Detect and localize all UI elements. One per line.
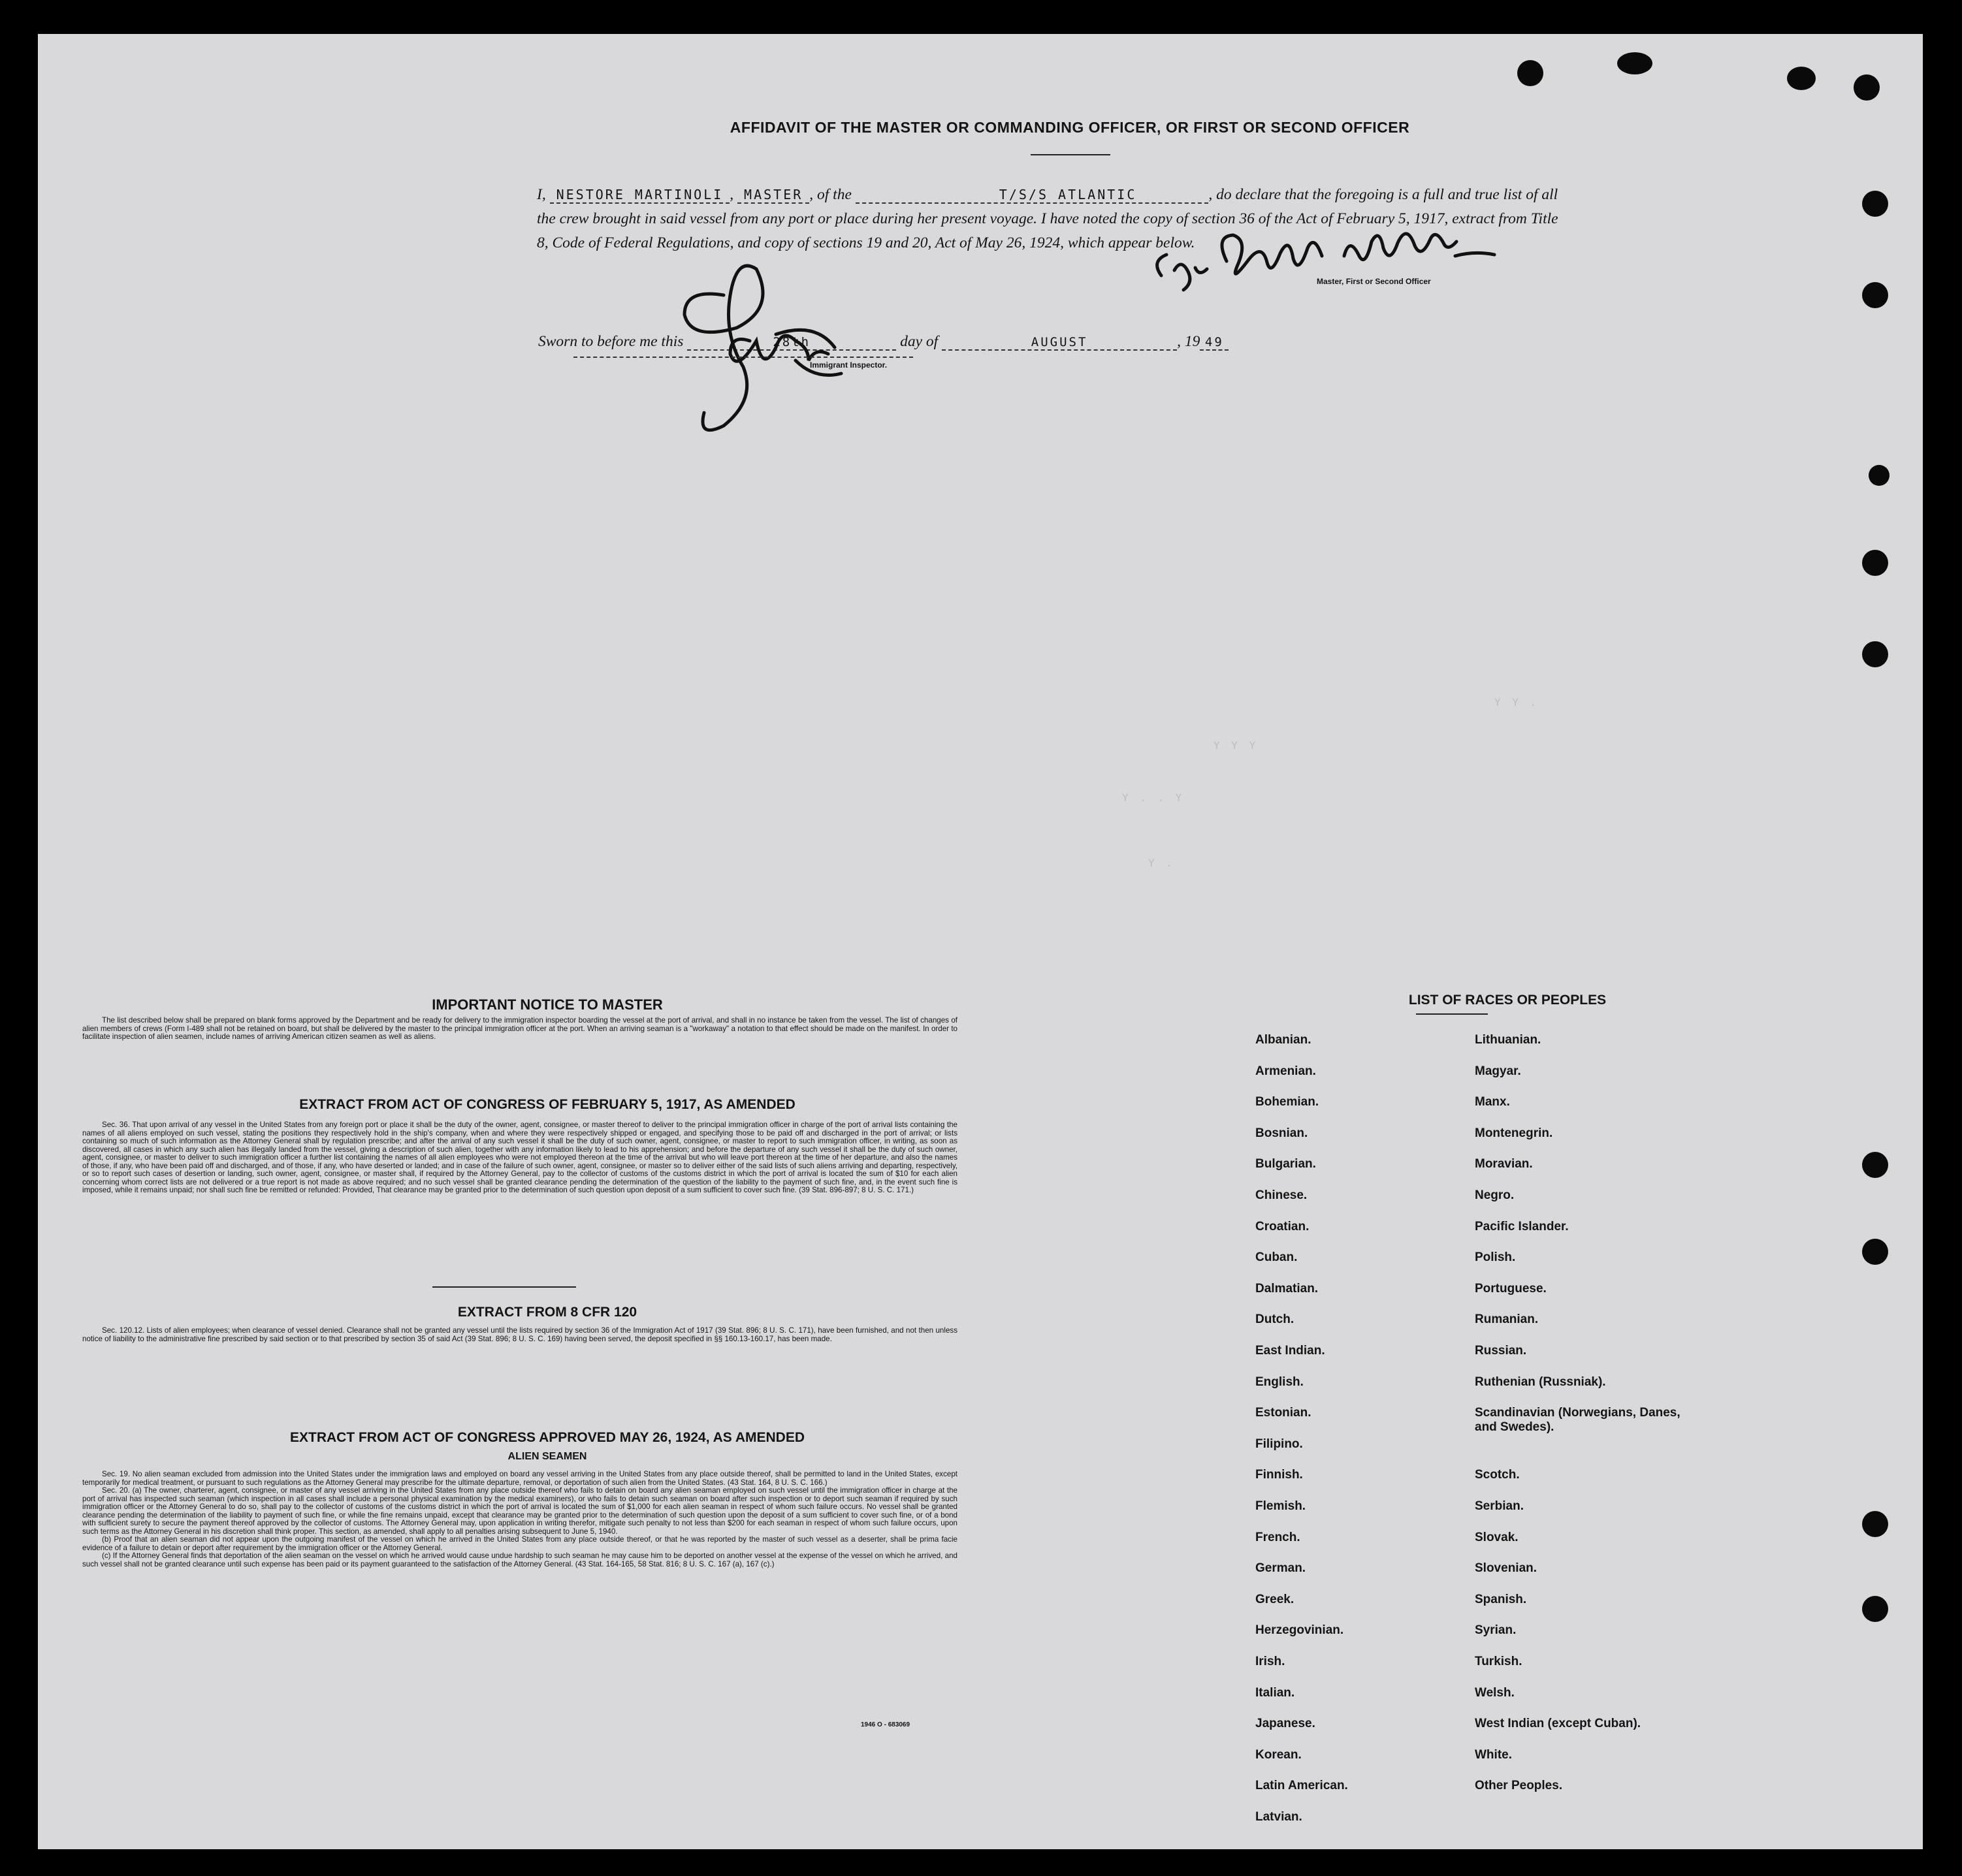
sworn-month-field: AUGUST bbox=[942, 335, 1177, 351]
race-item: Slovenian. bbox=[1475, 1561, 1537, 1576]
race-item: Italian. bbox=[1255, 1685, 1295, 1700]
race-item: Dalmatian. bbox=[1255, 1281, 1319, 1296]
extract-1924-p1: Sec. 19. No alien seaman excluded from admission into the United States under the immigration laws and employed on board any vessel arriving in the United States from any place outside thereof, shall be permitted to land in the United States, except temporarily for medical treatment, or pursuant to such regulations as the Attorney General may prescribe for the ultimate departure, removal, or deportation of such alien from the United States. (43 Stat. 164, 8 U. S. C. 166.) bbox=[82, 1470, 957, 1487]
race-item: Polish. bbox=[1475, 1250, 1516, 1265]
heading-rule bbox=[1031, 154, 1110, 155]
punch-hole bbox=[1862, 1511, 1888, 1537]
race-item: Herzegovinian. bbox=[1255, 1623, 1344, 1638]
extract-1924-title: EXTRACT FROM ACT OF CONGRESS APPROVED MAY 26, 1924, AS AMENDED bbox=[289, 1430, 805, 1445]
punch-hole bbox=[1862, 191, 1888, 217]
punch-hole bbox=[1862, 550, 1888, 576]
inspector-label: Immigrant Inspector. bbox=[810, 360, 888, 370]
race-item: Albanian. bbox=[1255, 1033, 1311, 1047]
race-item: Rumanian. bbox=[1475, 1312, 1539, 1327]
race-item: Cuban. bbox=[1255, 1250, 1298, 1265]
bleed-through-text: Y . bbox=[1148, 857, 1175, 869]
affidavit-heading: AFFIDAVIT OF THE MASTER OR COMMANDING OFFICER, OR FIRST OR SECOND OFFICER bbox=[730, 119, 1410, 136]
inspector-signature bbox=[626, 249, 907, 445]
race-item: Montenegrin. bbox=[1475, 1126, 1553, 1140]
declaration-text: I, NESTORE MARTINOLI , MASTER , of the T/S/S ATLANTIC , do declare that the foregoing is a full and true list of all the crew brought in said vessel from any port or place during her present voyage. I have noted the copy of section 36 of the Act of February 5, 1917, extract from Title 8, Code of Federal Regulations, and copy of sections 19 and 20, Act of May 26, 1924, which appear below. bbox=[537, 186, 1558, 251]
vessel-field: T/S/S ATLANTIC bbox=[856, 187, 1209, 204]
race-item: Estonian. bbox=[1255, 1406, 1311, 1420]
race-item: Filipino. bbox=[1255, 1437, 1303, 1451]
extract-1924-p3: (b) Proof that an alien seaman did not appear upon the outgoing manifest of the vessel on which he arrived in the United States from any place outside thereof, or that he was reported by the master of such vessel as a deserter, shall be prima facie evidence of a failure to detain or deport after requirement by the immigration officer or the Attorney General. bbox=[82, 1535, 957, 1552]
extract-cfr-title: EXTRACT FROM 8 CFR 120 bbox=[457, 1305, 637, 1320]
race-item: Irish. bbox=[1255, 1655, 1285, 1668]
race-item: Portuguese. bbox=[1475, 1281, 1547, 1296]
race-item: Armenian. bbox=[1255, 1064, 1316, 1078]
sworn-prefix: Sworn to before me this bbox=[538, 333, 684, 350]
race-item: Syrian. bbox=[1475, 1623, 1517, 1638]
print-code: 1946 O - 683069 bbox=[861, 1721, 910, 1728]
decl-i: I, bbox=[537, 186, 546, 203]
document-page bbox=[38, 34, 1923, 1849]
extract-1924-subtitle: ALIEN SEAMEN bbox=[507, 1451, 587, 1462]
race-item: Negro. bbox=[1475, 1188, 1515, 1202]
race-item: Scandinavian (Norwegians, Danes, and Swedes). bbox=[1475, 1406, 1681, 1435]
extract-1924-body bbox=[82, 1471, 957, 1568]
race-item: West Indian (except Cuban). bbox=[1475, 1717, 1641, 1731]
race-item: Welsh. bbox=[1475, 1685, 1515, 1700]
punch-hole bbox=[1862, 641, 1888, 667]
race-item: Serbian. bbox=[1475, 1499, 1524, 1513]
rank-field: MASTER bbox=[737, 187, 809, 204]
race-item: German. bbox=[1255, 1561, 1306, 1576]
sworn-day-field: 28th bbox=[687, 335, 896, 351]
decl-of-the: , of the bbox=[809, 186, 852, 203]
decl-body: , do declare that the foregoing is a full and true list of all the crew brought in said vessel from any port or place during her present voyage. I have noted the copy of section 36 of the Act of February 5, 1917, extract from Title 8, Code of Federal Regulations, and copy of sections 19 and 20, Act of May 26, 1924, which appear below. bbox=[537, 186, 1558, 251]
sworn-year-field: 49 bbox=[1200, 335, 1229, 351]
master-signature bbox=[1148, 230, 1514, 308]
race-item: Slovak. bbox=[1475, 1530, 1519, 1544]
punch-hole bbox=[1854, 74, 1880, 101]
extract-1917-title: EXTRACT FROM ACT OF CONGRESS OF FEBRUARY 5, 1917, AS AMENDED bbox=[299, 1097, 796, 1112]
master-name-field: NESTORE MARTINOLI bbox=[550, 187, 730, 204]
race-item: Other Peoples. bbox=[1475, 1779, 1563, 1793]
sworn-year-prefix: , 19 bbox=[1177, 333, 1200, 350]
inspector-line bbox=[573, 357, 913, 358]
extract-1917-paragraph: Sec. 36. That upon arrival of any vessel in the United States from any foreign port or place it shall be the duty of the owner, agent, consignee, or master thereof to deliver to the principal immigration officer in charge of the port of arrival lists containing the names of all aliens employed on such vessel, stating the positions they respectively hold in the ship's company, when and where they were respectively shipped or engaged, and specifying those to be paid off and discharged in the port of arrival; or lists containing so much of such information as the Attorney General shall by regulation prescribe; and after the arrival of any such vessel it shall be the duty of such owner, agent, consignee, or master to report to such immigration officer, in writing, as soon as discovered, all cases in which any such alien has illegally landed from the vessel, giving a description of such alien, together with any information likely to lead to his apprehension; and before the departure of any such vessel it shall be the duty of such owner, agent, consignee, or master to deliver to such immigration officer a further list containing the names of all alien employees who were not employed thereon at the time of the arrival but who will leave port thereon at the time of her departure, and also the names of those, if any, who have been paid off and discharged, and of those, if any, who have deserted or landed; and in case of the failure of such owner, agent, consignee, or master so to deliver either of the said lists of such aliens arriving and departing, respectively, or so to report such cases of desertion or landing, such owner, agent, consignee, or master shall, if required by the Attorney General, pay to the collector of customs of the customs district in which the port of arrival is located the sum of $10 for each alien concerning whom correct lists are not delivered or a true report is not made as above required; and no such vessel shall be granted clearance pending the determination of the question of the liability to the payment of such fine, and, in the event such fine is imposed, while it remains unpaid; nor shall such fine be remitted or refunded: Provided, That clearance may be granted prior to the determination of such question upon deposit of a sum sufficient to cover such fine. (39 Stat. 896-897; 8 U. S. C. 171.) bbox=[82, 1121, 957, 1194]
race-item: English. bbox=[1255, 1375, 1304, 1389]
race-item: Ruthenian (Russniak). bbox=[1475, 1375, 1606, 1389]
race-item: Manx. bbox=[1475, 1095, 1510, 1109]
punch-hole bbox=[1869, 465, 1890, 486]
race-item: Dutch. bbox=[1255, 1312, 1295, 1327]
race-item: Chinese. bbox=[1255, 1188, 1308, 1202]
race-item: White. bbox=[1475, 1747, 1512, 1762]
race-item: Bohemian. bbox=[1255, 1095, 1319, 1109]
extract-1924-p2: Sec. 20. (a) The owner, charterer, agent, consignee, or master of any vessel arriving in the United States from any place outside thereof who fails to detain on board any alien seaman employed on such vessel until the immigration officer in charge at the port of arrival has inspected such seaman (which inspection in all cases shall include a personal physical examination by the medical examiners), or who fails to detain such seaman on board after such inspection or to deport such seaman if required by such immigration officer or the Attorney General to do so, shall pay to the collector of customs of the customs district in which the port of arrival is located the sum of $1,000 for each alien seaman in respect of whom such failure occurs. No vessel shall be granted clearance pending the determination of the liability to payment of such fine, or while the fine remains unpaid, except that clearance may be granted prior to the determination of such question upon the deposit of a sum sufficient to cover such fine, or of a bond with sufficient surety to secure the payment thereof approved by the collector of customs. The Attorney General may, upon application in writing therefor, mitigate such penalty to not less than $200 for each seaman in respect of whom such failure occurs, upon such terms as the Attorney General in his discretion shall think proper. This section, as amended, shall apply to all penalties arising subsequent to June 5, 1940. bbox=[82, 1486, 957, 1536]
bleed-through-text: Y Y Y bbox=[1214, 739, 1259, 752]
punch-hole bbox=[1862, 282, 1888, 308]
race-item: Korean. bbox=[1255, 1747, 1302, 1762]
race-item: Bosnian. bbox=[1255, 1126, 1308, 1140]
race-item: Moravian. bbox=[1475, 1157, 1533, 1171]
sworn-day-of: day of bbox=[900, 333, 939, 350]
master-signature-label: Master, First or Second Officer bbox=[1317, 277, 1431, 286]
notice-body bbox=[82, 1017, 957, 1041]
race-item: Magyar. bbox=[1475, 1064, 1521, 1078]
bleed-through-text: Y . . Y bbox=[1122, 791, 1185, 804]
race-item: Greek. bbox=[1255, 1592, 1295, 1606]
notice-title: IMPORTANT NOTICE TO MASTER bbox=[432, 996, 663, 1013]
punch-hole bbox=[1787, 67, 1816, 90]
race-item: Spanish. bbox=[1475, 1592, 1527, 1606]
punch-hole bbox=[1617, 52, 1652, 74]
race-item: Latin American. bbox=[1255, 1779, 1348, 1793]
races-rule bbox=[1416, 1013, 1488, 1015]
race-item: French. bbox=[1255, 1530, 1300, 1544]
race-item: Croatian. bbox=[1255, 1219, 1310, 1233]
race-item: Japanese. bbox=[1255, 1717, 1315, 1731]
punch-hole bbox=[1862, 1596, 1888, 1622]
race-item: East Indian. bbox=[1255, 1344, 1325, 1358]
race-item: Scotch. bbox=[1475, 1468, 1520, 1482]
bleed-through-text: Y Y . bbox=[1494, 696, 1539, 708]
extract-1917-body bbox=[82, 1121, 957, 1195]
punch-hole bbox=[1862, 1152, 1888, 1178]
race-item: Bulgarian. bbox=[1255, 1157, 1316, 1171]
extract-cfr-paragraph: Sec. 120.12. Lists of alien employees; when clearance of vessel denied. Clearance shall not be granted any vessel until the lists required by section 36 of the Immigration Act of 1917 (39 Stat. 896; 8 U. S. C. 171), have been furnished, and not then unless notice of liability to the administrative fine prescribed by said section or to that prescribed by section 35 of said Act (39 Stat. 896; 8 U. S. C. 169) having been served, the deposit specified in §§ 160.13-160.17, has been made. bbox=[82, 1326, 957, 1343]
race-item: Russian. bbox=[1475, 1344, 1527, 1358]
extract-cfr-body bbox=[82, 1327, 957, 1343]
race-item: Pacific Islander. bbox=[1475, 1219, 1569, 1233]
punch-hole bbox=[1517, 60, 1543, 86]
race-item: Turkish. bbox=[1475, 1655, 1522, 1668]
section-rule bbox=[432, 1286, 576, 1288]
notice-paragraph: The list described below shall be prepared on blank forms approved by the Department and be ready for delivery to the immigration inspector boarding the vessel at the port of arrival, and shall in no instance be taken from the vessel. The list of changes of alien members of crews (Form I-489 shall not be retained on board, but shall be delivered by the master to the principal immigration officer at the port. When an arriving seaman is a "workaway" a notation to that effect should be made on the manifest. In order to facilitate inspection of alien seamen, include names of arriving American citizen seamen as well as aliens. bbox=[82, 1016, 957, 1041]
punch-hole bbox=[1862, 1239, 1888, 1265]
races-title: LIST OF RACES OR PEOPLES bbox=[1408, 993, 1607, 1008]
race-item: Lithuanian. bbox=[1475, 1033, 1541, 1047]
race-item: Latvian. bbox=[1255, 1810, 1302, 1824]
race-item: Flemish. bbox=[1255, 1499, 1306, 1513]
extract-1924-p4: (c) If the Attorney General finds that deportation of the alien seaman on the vessel on which he arrived would cause undue hardship to such seaman he may cause him to be deported on another vessel at the expense of the vessel on which he arrived, and such vessel shall not be granted clearance until such expense has been paid or its payment guaranteed to the satisfaction of the Attorney General. (43 Stat. 164-165, 58 Stat. 816; 8 U. S. C. 167 (a), 167 (c).) bbox=[82, 1551, 957, 1568]
race-item: Finnish. bbox=[1255, 1468, 1303, 1482]
